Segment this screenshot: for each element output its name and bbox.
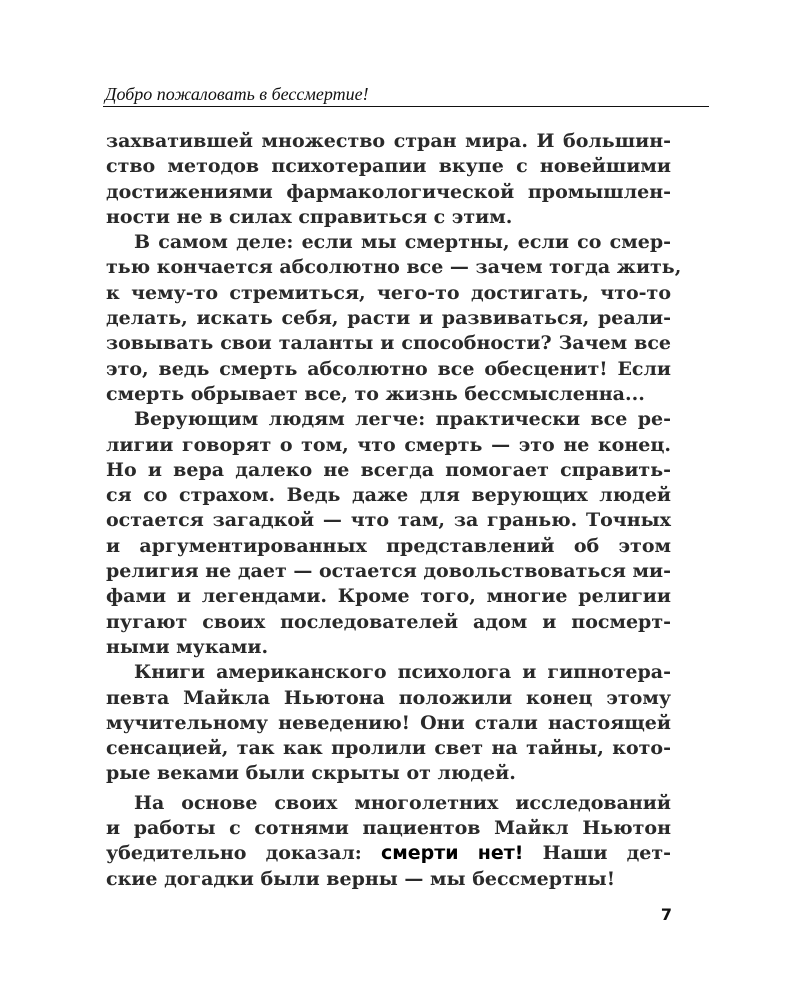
text-line: ными муками. xyxy=(106,635,269,658)
text-line: Книги американского психолога и гипнотера- xyxy=(134,661,671,684)
text-line: лигии говорят о том, что смерть — это не конец. xyxy=(106,433,671,456)
paragraph xyxy=(106,230,682,407)
paragraph xyxy=(106,791,671,892)
text-line: ности не в силах справиться с этим. xyxy=(106,205,513,228)
text-line: Но и вера далеко не всегда помогает справить- xyxy=(106,458,671,481)
text-line: сенсацией, так как пролили свет на тайны, кото- xyxy=(106,737,671,760)
emphasis-text: смерти нет! xyxy=(380,842,524,865)
text-line: На основе своих многолетних исследований xyxy=(134,791,671,814)
text-line: захватившей множество стран мира. И большин- xyxy=(106,130,671,152)
text-line: пугают своих последователей адом и посмерт- xyxy=(106,610,671,633)
text-line: ся со страхом. Ведь даже для верующих людей xyxy=(106,484,671,507)
text-line: ские догадки были верны — мы бессмертны! xyxy=(106,867,616,890)
text-line: это, ведь смерть абсолютно все обесценит! Если xyxy=(106,357,671,380)
text-line: достижениями фармакологической промышлен- xyxy=(106,180,671,203)
text-line: смерть обрывает все, то жизнь бессмысленна... xyxy=(106,382,645,405)
text-line: ство методов психотерапии вкупе с новейшими xyxy=(106,155,671,178)
text-fragment: Наши дет- xyxy=(523,842,672,865)
header-divider xyxy=(103,106,709,107)
paragraph xyxy=(106,660,671,786)
text-line: тью кончается абсолютно все — зачем тогда жить, xyxy=(106,256,682,279)
text-line: и работы с сотнями пациентов Майкл Ньютон xyxy=(106,817,671,840)
text-line: рые веками были скрыты от людей. xyxy=(106,762,516,785)
text-line: к чему-то стремиться, чего-то достигать, что-то xyxy=(106,281,671,304)
text-line: и аргументированных представлений об этом xyxy=(106,534,671,557)
text-line-emphasis xyxy=(106,841,671,866)
text-line: религия не дает — остается довольствоваться ми- xyxy=(106,560,671,583)
text-line: фами и легендами. Кроме того, многие религии xyxy=(106,585,671,608)
running-head-title: Добро пожаловать в бессмертие! xyxy=(105,84,369,104)
text-line: В самом деле: если мы смертны, если со смер- xyxy=(134,231,671,254)
page-body xyxy=(106,129,682,892)
paragraph xyxy=(106,129,671,230)
paragraph xyxy=(106,407,671,660)
text-fragment: убедительно доказал: xyxy=(106,842,381,865)
text-line: остается загадкой — что там, за гранью. Точных xyxy=(106,509,671,532)
text-line: певта Майкла Ньютона положили конец этому xyxy=(106,686,671,709)
page-number: 7 xyxy=(660,905,672,924)
text-line: зовывать свои таланты и способности? Зачем все xyxy=(106,332,671,355)
text-line: делать, искать себя, расти и развиваться, реали- xyxy=(106,307,671,330)
text-line: мучительному неведению! Они стали настоящей xyxy=(106,711,671,734)
text-line: Верующим людям легче: практически все ре- xyxy=(134,408,671,431)
